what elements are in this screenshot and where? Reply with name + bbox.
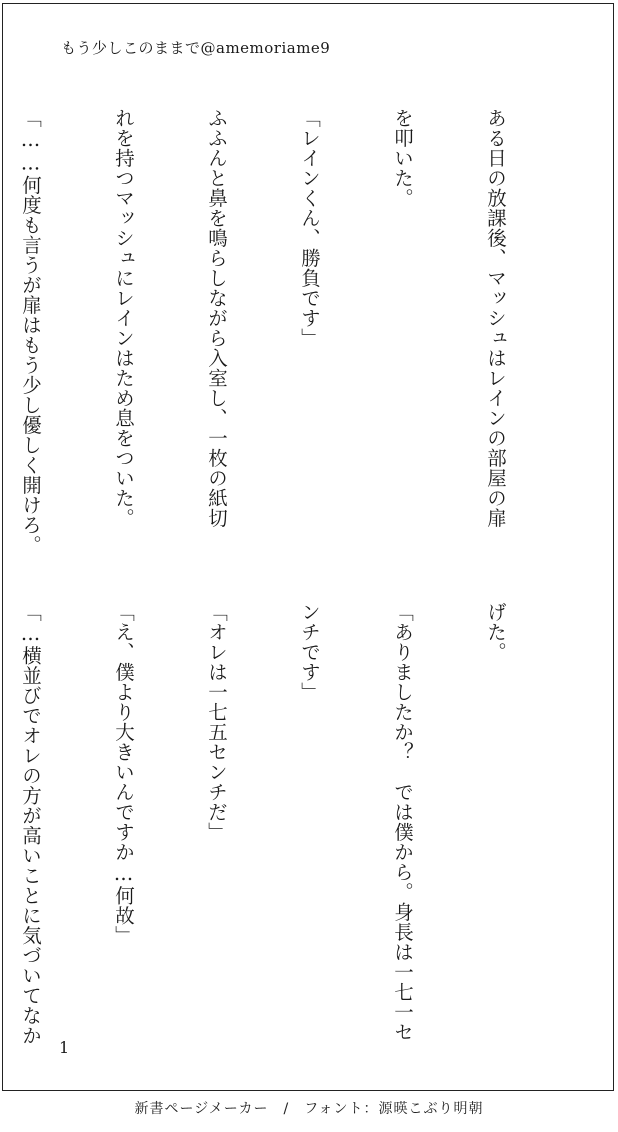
text-column: ふふんと鼻を鳴らしながら入室し、一枚の紙切 xyxy=(205,108,228,528)
text-column: 「オレは一七五センチだ」 xyxy=(205,602,228,842)
text-column: ある日の放課後、マッシュはレインの部屋の扉 xyxy=(484,108,507,528)
text-column: 「え、僕より大きいんですか…何故」 xyxy=(112,602,135,946)
text-column: ンチです」 xyxy=(298,602,321,702)
text-column: 「レインくん、勝負です」 xyxy=(298,108,321,348)
text-column: 「…横並びでオレの方が高いことに気づいてなか xyxy=(19,602,42,1046)
text-column: れを持つマッシュにレインはため息をついた。 xyxy=(112,108,135,528)
upper-text-block xyxy=(0,108,573,555)
manuscript-page xyxy=(2,3,614,1091)
text-column: 「ありましたか？ では僕から。身長は一七一セ xyxy=(391,602,414,1042)
text-column: 「……何度も言うが扉はもう少し優しく開けろ。 xyxy=(19,108,42,555)
footer-credit: 新書ページメーカー / フォント：源暎こぶり明朝 xyxy=(134,1101,484,1117)
text-column: を叩いた。 xyxy=(391,108,414,208)
text-column: げた。 xyxy=(484,602,507,662)
page-number: 1 xyxy=(59,1038,70,1057)
page-header-title: もう少しこのままで@amemoriame9 xyxy=(61,39,331,57)
lower-text-block xyxy=(0,602,573,1046)
